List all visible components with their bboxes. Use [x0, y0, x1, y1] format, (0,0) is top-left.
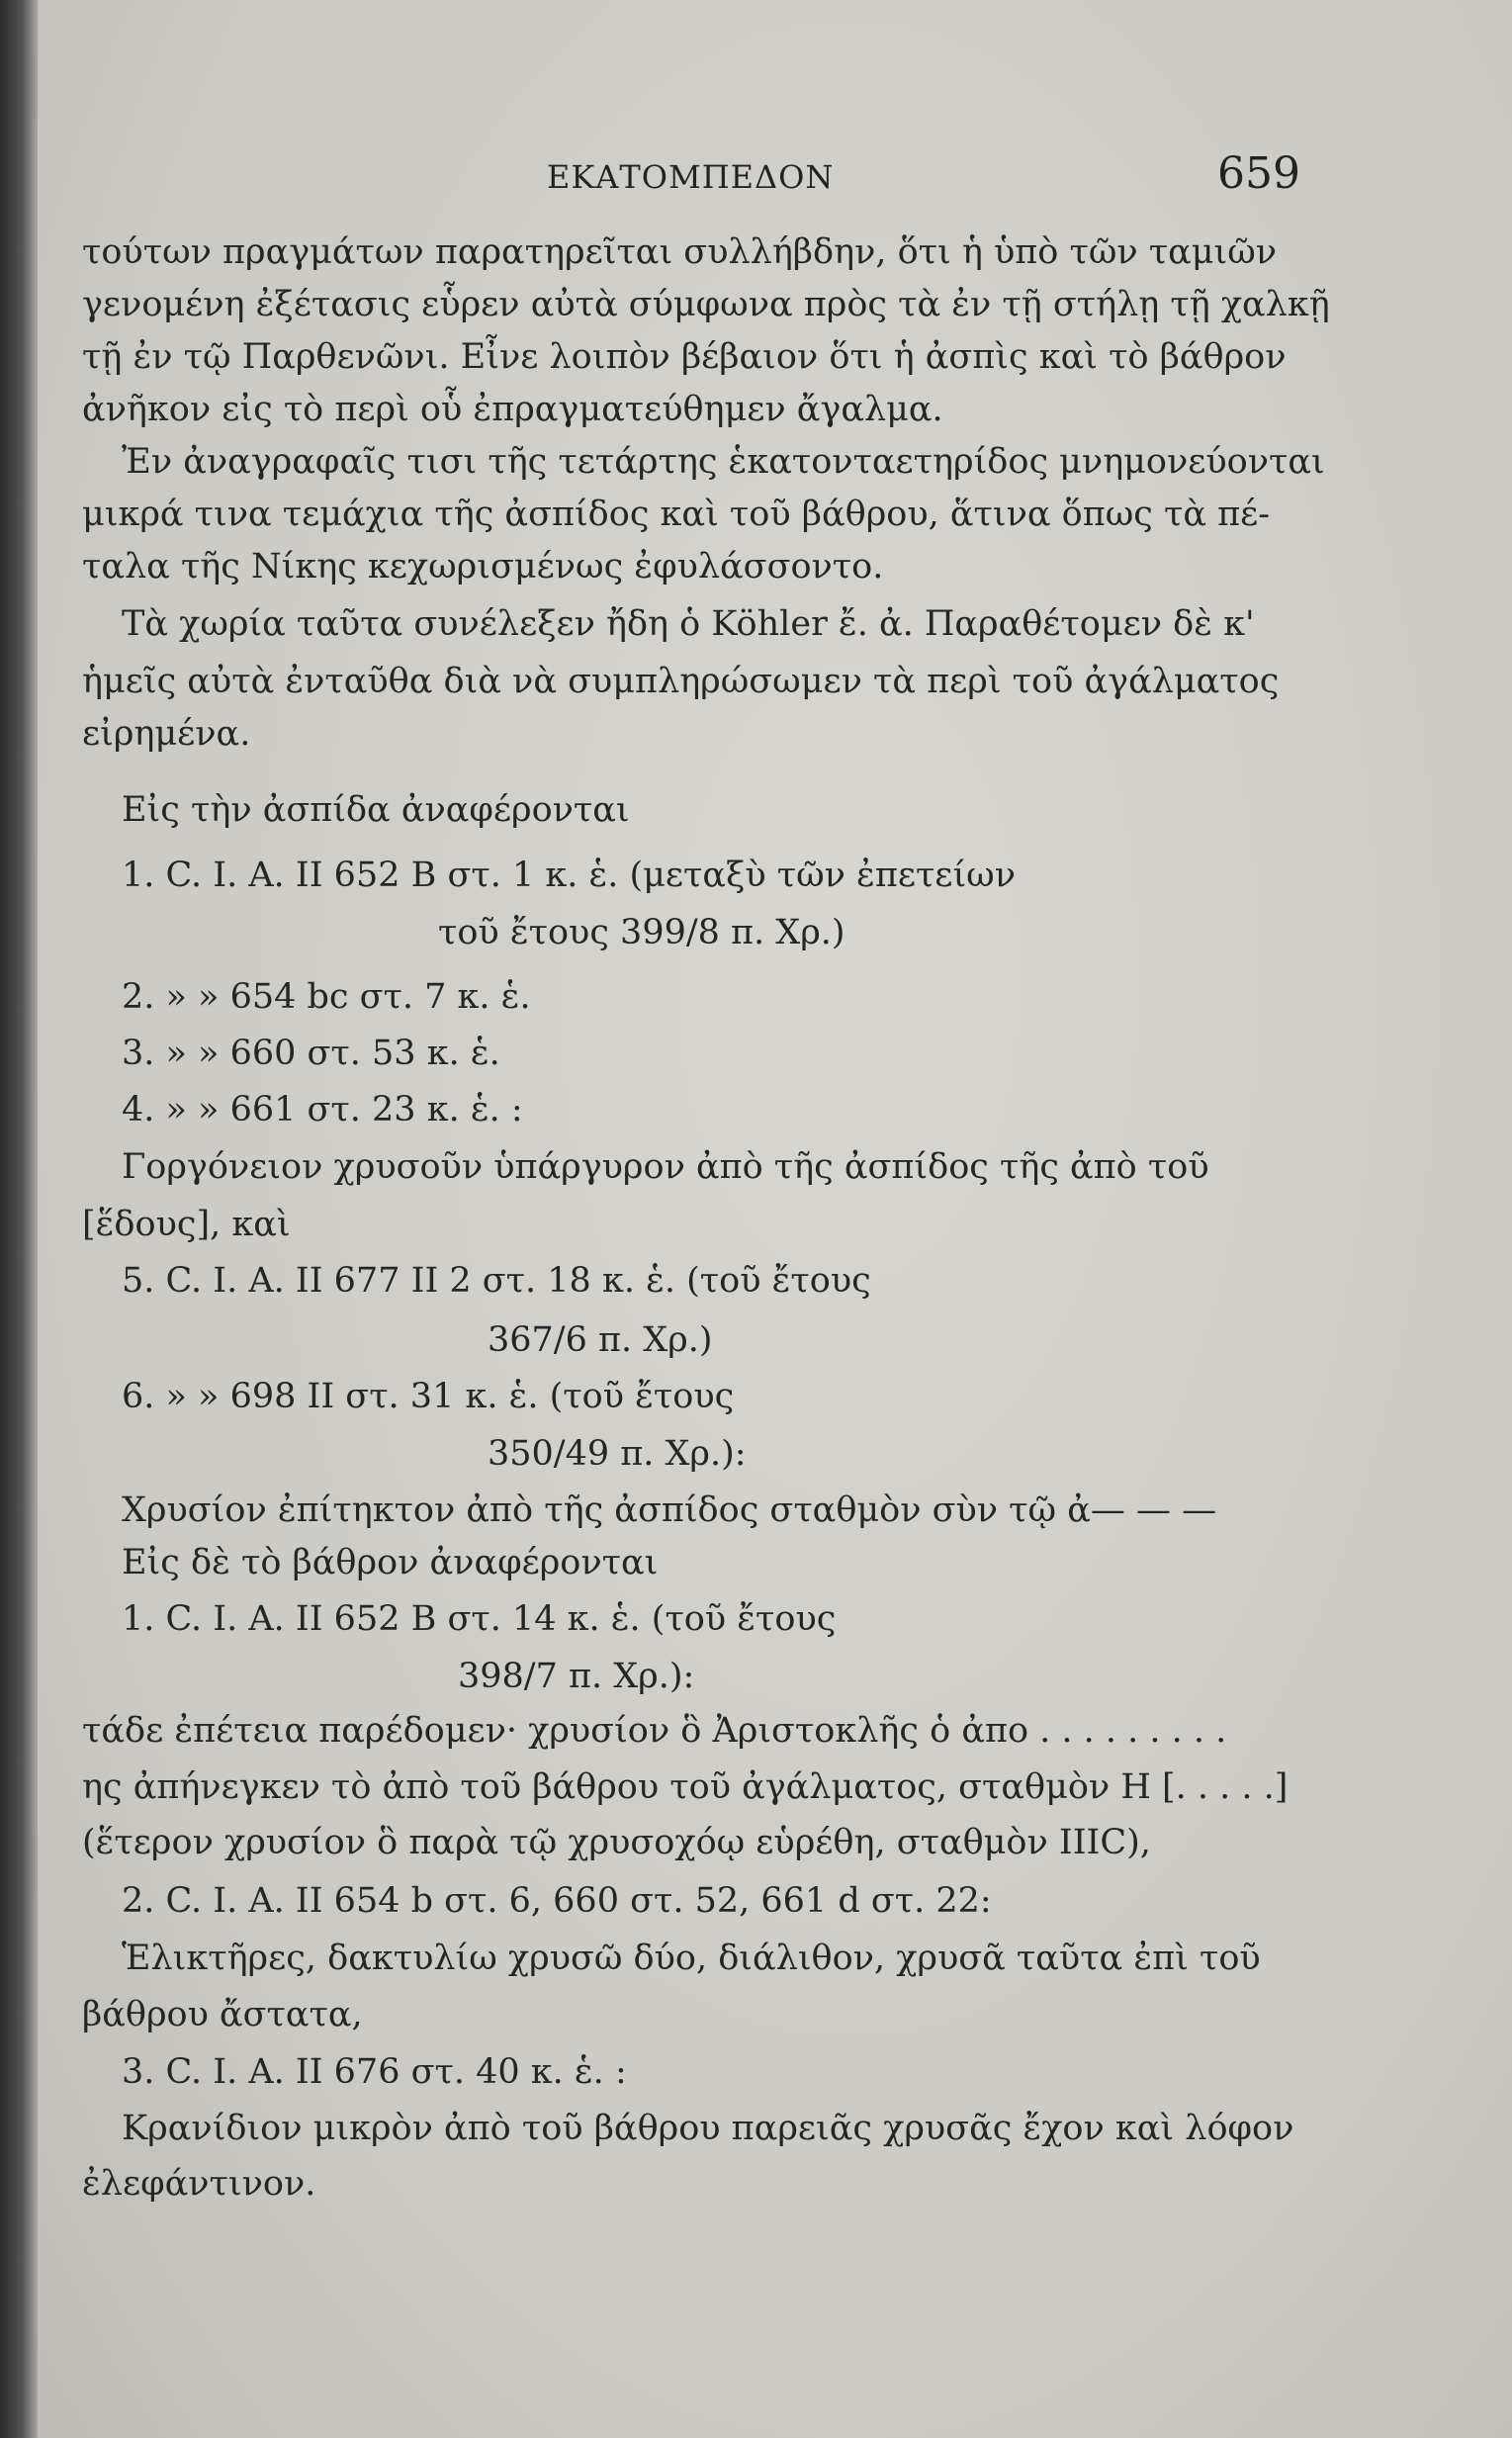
text-line: ταλα τῆς Νίκης κεχωρισμένως ἐφυλάσσοντο.	[82, 547, 884, 587]
text-line: 2. C. I. A. II 654 b στ. 6, 660 στ. 52, 661 d στ. 22:	[122, 1881, 992, 1921]
text-line: 4. » » 661 στ. 23 κ. ἑ. :	[122, 1090, 523, 1129]
text-line: τῇ ἐν τῷ Παρθενῶνι. Εἶνε λοιπὸν βέβαιον ὅτι ἡ ἀσπὶς καὶ τὸ βάθρον	[82, 337, 1287, 377]
text-line: ἐλεφάντινον.	[82, 2164, 316, 2204]
text-line: ἀνῆκον εἰς τὸ περὶ οὗ ἐπραγματεύθημεν ἄγαλμα.	[82, 390, 943, 429]
text-line: (ἕτερον χρυσίον ὃ παρὰ τῷ χρυσοχόῳ εὑρέθη, σταθμὸν ΙΙΙC),	[82, 1823, 1151, 1862]
text-line: Ἐν ἀναγραφαῖς τισι τῆς τετάρτης ἑκατονταετηρίδος μνημονεύονται	[122, 442, 1325, 482]
text-line: Ἑλικτῆρες, δακτυλίω χρυσῶ δύο, διάλιθον, χρυσᾶ ταῦτα ἐπὶ τοῦ	[122, 1939, 1261, 1978]
text-line: 1. C. I. A. II 652 B στ. 14 κ. ἑ. (τοῦ ἔτους	[122, 1599, 837, 1639]
text-line: τάδε ἐπέτεια παρέδομεν· χρυσίον ὃ Ἀριστοκλῆς ὁ ἀπο . . . . . . . . .	[82, 1711, 1227, 1751]
text-line: τούτων πραγμάτων παρατηρεῖται συλλήβδην, ὅτι ἡ ὑπὸ τῶν ταμιῶν	[82, 232, 1278, 272]
text-line: 3. » » 660 στ. 53 κ. ἑ.	[122, 1034, 500, 1073]
text-line: 3. C. I. A. II 676 στ. 40 κ. ἑ. :	[122, 2052, 627, 2092]
text-line: γενομένη ἐξέτασις εὗρεν αὐτὰ σύμφωνα πρὸς τὰ ἐν τῇ στήλῃ τῇ χαλκῇ	[82, 285, 1330, 324]
running-title: ΕΚΑΤΟΜΠΕΔΟΝ	[547, 158, 835, 196]
text-line: μικρά τινα τεμάχια τῆς ἀσπίδος καὶ τοῦ βάθρου, ἅτινα ὅπως τὰ πέ-	[82, 495, 1271, 534]
book-binding-shadow	[0, 0, 38, 2438]
text-line: εἰρημένα.	[82, 714, 251, 754]
text-line: βάθρου ἄστατα,	[82, 1995, 363, 2034]
text-line: Γοργόνειον χρυσοῦν ὑπάργυρον ἀπὸ τῆς ἀσπίδος τῆς ἀπὸ τοῦ	[122, 1147, 1209, 1187]
text-line: 398/7 π. Χρ.):	[458, 1657, 695, 1696]
text-line: τοῦ ἔτους 399/8 π. Χρ.)	[438, 913, 845, 952]
page-number: 659	[1217, 148, 1300, 199]
text-line: 6. » » 698 II στ. 31 κ. ἑ. (τοῦ ἔτους	[122, 1377, 735, 1416]
text-line: Κρανίδιον μικρὸν ἀπὸ τοῦ βάθρου παρειᾶς χρυσᾶς ἔχον καὶ λόφον	[122, 2109, 1294, 2148]
text-line: 1. C. I. A. II 652 B στ. 1 κ. ἑ. (μεταξὺ τῶν ἐπετείων	[122, 856, 1016, 895]
book-page	[38, 0, 1512, 2438]
text-line: 5. C. I. A. II 677 II 2 στ. 18 κ. ἑ. (τοῦ ἔτους	[122, 1261, 871, 1301]
text-line: Εἰς τὴν ἀσπίδα ἀναφέρονται	[122, 790, 630, 830]
text-line: [ἕδους], καὶ	[82, 1205, 291, 1244]
text-line: Χρυσίον ἐπίτηκτον ἀπὸ τῆς ἀσπίδος σταθμὸν σὺν τῷ ἀ— — —	[122, 1490, 1217, 1530]
text-line: Εἰς δὲ τὸ βάθρον ἀναφέρονται	[122, 1543, 659, 1582]
text-line: 367/6 π. Χρ.)	[488, 1320, 713, 1360]
page-header	[38, 148, 1512, 208]
text-line: Τὰ χωρία ταῦτα συνέλεξεν ἤδη ὁ Köhler ἔ. ἀ. Παραθέτομεν δὲ κ'	[122, 604, 1255, 644]
text-line: ἡμεῖς αὐτὰ ἐνταῦθα διὰ νὰ συμπληρώσωμεν τὰ περὶ τοῦ ἀγάλματος	[82, 662, 1280, 701]
text-line: 350/49 π. Χρ.):	[488, 1434, 747, 1474]
text-line: 2. » » 654 bc στ. 7 κ. ἑ.	[122, 977, 531, 1017]
text-line: ης ἀπήνεγκεν τὸ ἀπὸ τοῦ βάθρου τοῦ ἀγάλματος, σταθμὸν Η [. . . . .]	[82, 1767, 1289, 1807]
